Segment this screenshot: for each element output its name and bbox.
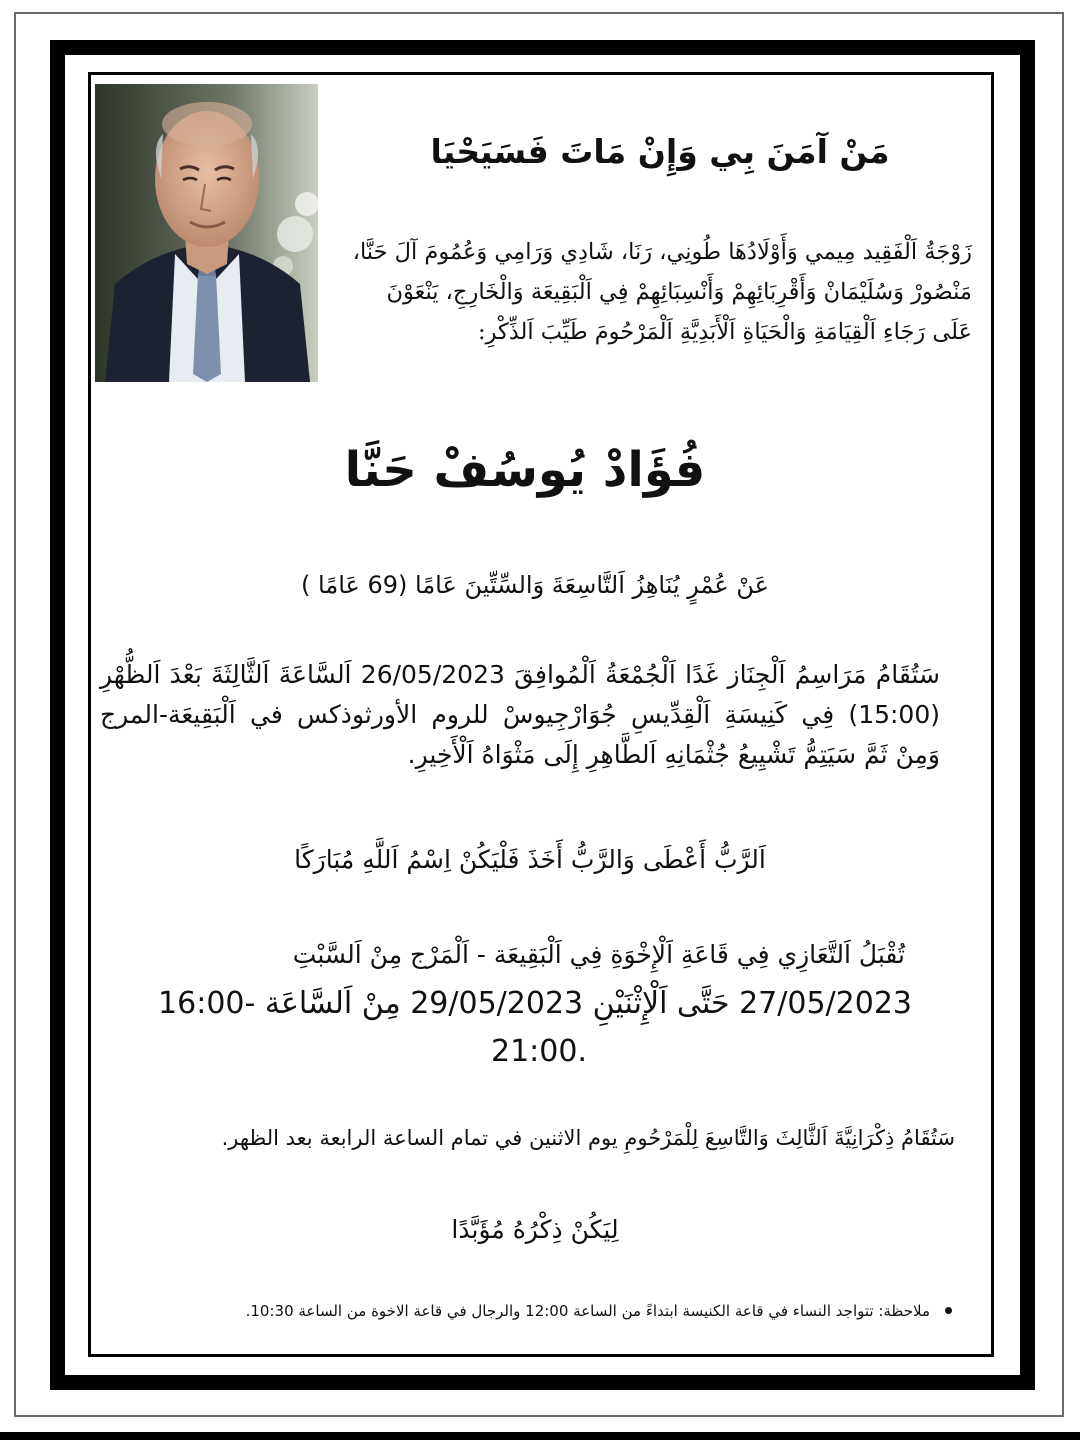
scripture-verse: مَنْ آمَنَ بِي وَإِنْ مَاتَ فَسَيَحْيَا: [430, 132, 890, 171]
condolences-title: تُقْبَلُ اَلتَّعَازِي فِي قَاعَةِ اَلْإِخْوَةِ فِي اَلْبَقِيعَة - اَلْمَرْج مِنْ اَلسَّبْتِ: [292, 940, 905, 969]
condolences-end-time: 21:00.: [491, 1034, 587, 1069]
funeral-details: سَتُقَامُ مَرَاسِمُ اَلْجِنَاز غَدًا اَلْجُمْعَةُ اَلْمُوافِقَ 26/05/2023 اَلسَّاعَةَ اَلثَّالِثَةَ بَعْدَ اَلظُّهْرِ (15:00) فِي كَنِيسَةِ اَلْقِدِّيسِ جُوَارْجِيوسْ للروم الأورثوذكس في اَلْبَقِيعَة-المرج وَمِنْ ثَمَّ سَيَتِمُّ تَشْيِيعُ جُثْمَانِهِ اَلطَّاهِرِ إِلَى مَثْوَاهُ اَلْأَخِيرِ.: [100, 660, 940, 769]
deceased-name: فُؤَادْ يُوسُفْ حَنَّا: [344, 442, 706, 498]
condolences-dates: 27/05/2023 حَتَّى اَلْإِثْنَيْنِ 29/05/2023 مِنْ اَلسَّاعَة -16:00: [158, 986, 912, 1021]
closing-blessing: لِيَكُنْ ذِكْرُهُ مُؤَبَّدًا: [451, 1215, 619, 1244]
memorial-service: سَتُقَامُ ذِكْرَانِيَّةَ اَلثَّالِثَ وَالتَّاسِعَ لِلْمَرْحُومِ يوم الاثنين في تمام الساعة الرابعة بعد الظهر.: [221, 1126, 955, 1150]
family-announcement: زَوْجَةُ اَلْفَقِيد مِيمي وَأَوْلَادُهَا طُونِي، رَنَا، شَادِي وَرَامِي وَعُمُومَ آلَ حَنَّا، مَنْصُورْ وَسُلَيْمَانْ وَأَقْرِبَائِهِمْ وَأَنْسِبَائِهِمْ فِي اَلْبَقِيعَة وَالْخَارِجِ، يَنْعَوْنَ عَلَى رَجَاءِ اَلْقِيَامَةِ وَالْحَيَاةِ اَلْأَبَدِيَّةِ اَلْمَرْحُومَ طَيِّبَ اَلذِّكْرِ:: [352, 239, 972, 345]
note-row: [192, 1296, 952, 1326]
deceased-portrait-photo: [95, 84, 318, 382]
bottom-edge-strip: [0, 1432, 1080, 1440]
psalm-quote: اَلرَّبُّ أَعْطَى وَالرَّبُّ أَخَذَ فَلْيَكُنْ اِسْمُ اَللَّهِ مُبَارَكًا: [294, 845, 766, 874]
note-text: ملاحظة: تتواجد النساء في قاعة الكنيسة ابتداءً من الساعة 12:00 والرجال في قاعة الاخوة من الساعة 10:30.: [245, 1302, 930, 1320]
age-line: عَنْ عُمْرٍ يُنَاهِزُ اَلتَّاسِعَةَ وَالسِّتِّينَ عَامًا (69 عَامًا ): [301, 571, 769, 599]
bullet-icon: [945, 1307, 952, 1314]
